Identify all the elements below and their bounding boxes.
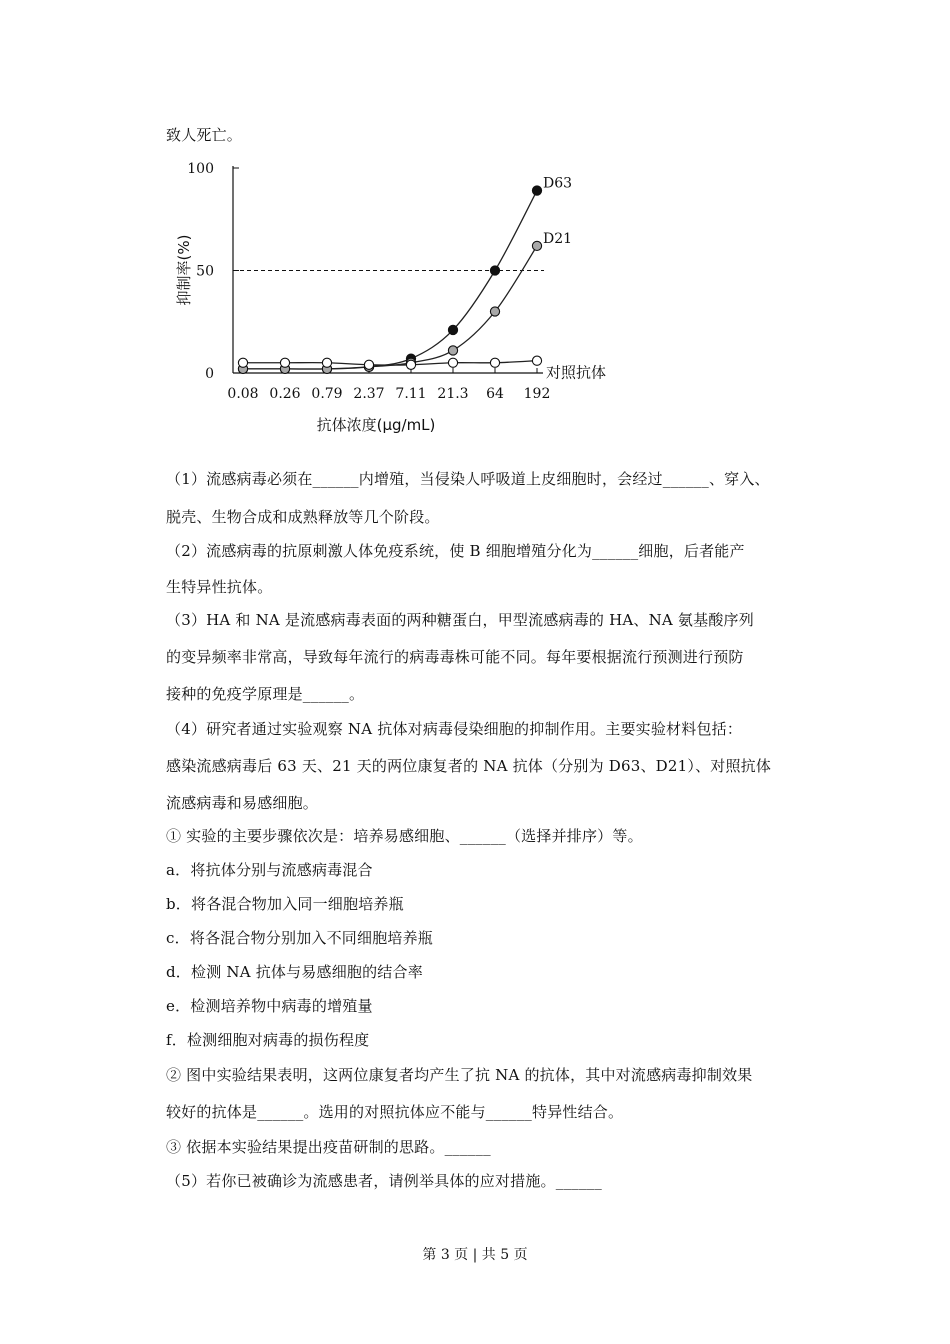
q4-result-line-2: 较好的抗体是______。选用的对照抗体应不能与______特异性结合。	[166, 1103, 624, 1121]
q2-line-1: （2）流感病毒的抗原刺激人体免疫系统，使 B 细胞增殖分化为______细胞，后者能产	[166, 542, 745, 560]
page-footer: 第 3 页 | 共 5 页	[422, 1247, 528, 1263]
option-b: b．将各混合物加入同一细胞培养瓶	[166, 895, 404, 913]
x-tick-label: 0.08	[227, 386, 259, 402]
data-point	[532, 241, 541, 250]
x-tick-label: 7.11	[395, 386, 427, 402]
data-point	[490, 307, 499, 316]
data-point	[238, 358, 247, 367]
intro-tail-text: 致人死亡。	[166, 126, 243, 144]
data-point	[322, 358, 331, 367]
q4-line-3: 流感病毒和易感细胞。	[166, 794, 319, 812]
data-point	[490, 266, 499, 275]
data-point	[448, 358, 457, 367]
series-label: 对照抗体	[546, 363, 607, 382]
option-a: a．将抗体分别与流感病毒混合	[166, 861, 373, 879]
q5-line: （5）若你已被确诊为流感患者，请例举具体的应对措施。______	[166, 1172, 602, 1190]
series-label: D63	[543, 175, 573, 192]
x-tick-label: 2.37	[353, 386, 385, 402]
data-point	[490, 358, 499, 367]
x-tick-label: 21.3	[437, 386, 469, 402]
data-point	[448, 325, 457, 334]
x-tick-label: 0.79	[311, 386, 343, 402]
q1-line-2: 脱壳、生物合成和成熟释放等几个阶段。	[166, 508, 440, 526]
x-tick-label: 192	[523, 386, 551, 402]
data-point	[280, 358, 289, 367]
q3-line-1: （3）HA 和 NA 是流感病毒表面的两种糖蛋白，甲型流感病毒的 HA、NA 氨基酸序列	[166, 611, 754, 629]
option-e: e．检测培养物中病毒的增殖量	[166, 997, 373, 1015]
option-d: d．检测 NA 抗体与易感细胞的结合率	[166, 963, 423, 981]
y-tick-label: 50	[196, 263, 214, 280]
inhibition-rate-chart	[160, 152, 630, 442]
data-point	[532, 186, 541, 195]
data-point	[364, 360, 373, 369]
q4-line-2: 感染流感病毒后 63 天、21 天的两位康复者的 NA 抗体（分别为 D63、D21）、对照抗体	[166, 757, 772, 775]
x-tick-label: 0.26	[269, 386, 301, 402]
data-point	[406, 360, 415, 369]
q3-line-2: 的变异频率非常高，导致每年流行的病毒毒株可能不同。每年要根据流行预测进行预防	[166, 648, 744, 666]
q3-line-3: 接种的免疫学原理是______。	[166, 685, 365, 703]
q4-result-line-1: ② 图中实验结果表明，这两位康复者均产生了抗 NA 的抗体，其中对流感病毒抑制效果	[166, 1066, 753, 1084]
q4-line-1: （4）研究者通过实验观察 NA 抗体对病毒侵染细胞的抑制作用。主要实验材料包括：	[166, 720, 743, 738]
y-axis-label: 抑制率(%)	[175, 234, 193, 306]
series-label: D21	[543, 230, 573, 247]
option-f: f．检测细胞对病毒的损伤程度	[166, 1031, 370, 1049]
q2-line-2: 生特异性抗体。	[166, 578, 273, 596]
x-tick-label: 64	[486, 386, 504, 402]
y-tick-label: 100	[187, 161, 214, 177]
option-c: c．将各混合物分别加入不同细胞培养瓶	[166, 929, 434, 947]
data-point	[532, 356, 541, 365]
q4-vaccine-idea: ③ 依据本实验结果提出疫苗研制的思路。______	[166, 1138, 491, 1156]
data-point	[448, 346, 457, 355]
y-tick-label: 0	[205, 366, 214, 382]
q4-step-prompt: ① 实验的主要步骤依次是：培养易感细胞、______（选择并排序）等。	[166, 827, 643, 845]
x-axis-label: 抗体浓度(μg/mL)	[316, 416, 436, 434]
series-line-0	[243, 191, 537, 370]
q1-line-1: （1）流感病毒必须在______内增殖，当侵染人呼吸道上皮细胞时，会经过______、穿入、	[166, 470, 770, 488]
